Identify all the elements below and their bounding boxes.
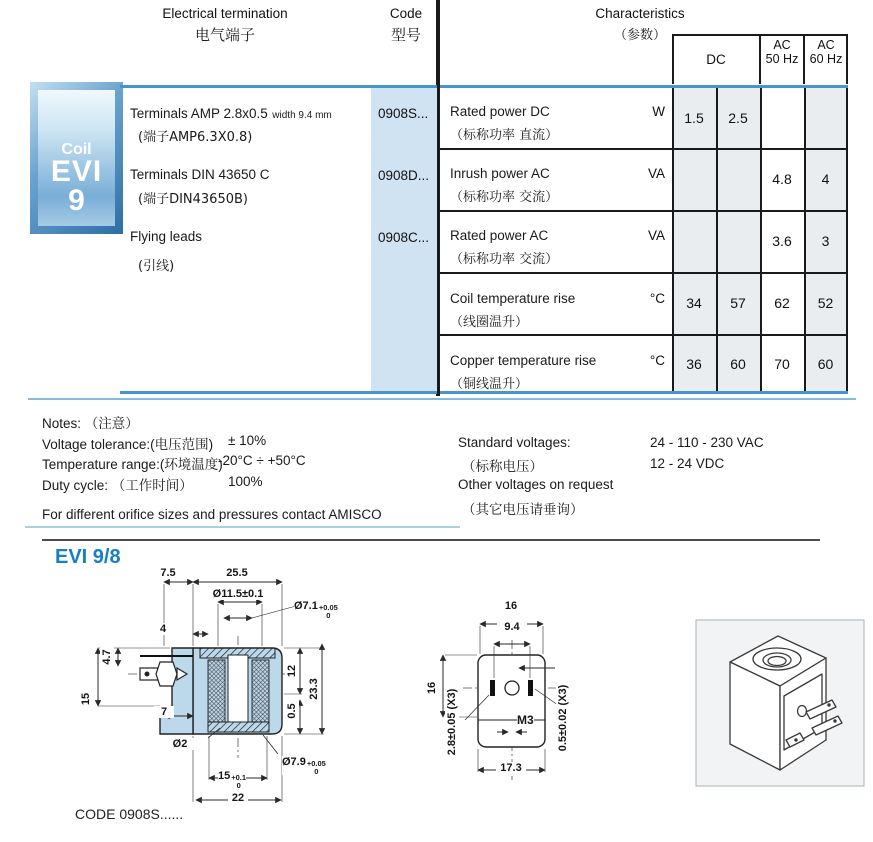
badge-model-label: EVI — [50, 155, 103, 188]
characteristic-label: Rated power AC — [450, 228, 549, 243]
characteristic-label-zh: （标称功率 交流） — [450, 252, 559, 267]
cell-value: 4 — [821, 171, 830, 187]
coil-badge — [30, 82, 123, 234]
characteristic-unit: °C — [649, 291, 665, 306]
characteristic-label: Rated power DC — [450, 104, 550, 119]
column-header-ac50: AC 50 Hz — [765, 38, 799, 66]
characteristic-unit: VA — [647, 228, 665, 243]
termination-label: Terminals DIN 43650 C — [130, 167, 270, 182]
characteristic-label: Copper temperature rise — [450, 353, 597, 368]
cell-value: 3.6 — [772, 233, 792, 249]
cell-value: 60 — [817, 356, 834, 372]
cell-value: 57 — [730, 295, 746, 311]
dim-label: 2.8±0.05 (X3) — [445, 674, 459, 770]
dim-label: 17.3 — [496, 762, 526, 774]
cell-value: 36 — [686, 356, 702, 372]
termination-label-zh: (端子AMP6.3X0.8) — [138, 130, 253, 145]
dim-label: 12 — [285, 659, 299, 683]
header-termination-zh: 电气端子 — [194, 26, 255, 44]
termination-label-zh: (端子DIN43650B) — [138, 192, 248, 207]
termination-row — [130, 105, 332, 123]
voltage-tolerance-label: Voltage tolerance:(电压范围) — [42, 437, 214, 452]
divider — [42, 539, 820, 541]
dim-label: 9.4 — [497, 621, 527, 633]
standard-voltages-label: Standard voltages: — [458, 435, 571, 450]
termination-label: Terminals AMP 2.8x0.5 — [130, 106, 268, 121]
termination-label-zh: (引线) — [138, 259, 175, 274]
header-divider — [759, 34, 761, 84]
cell-value: 1.5 — [684, 110, 704, 126]
termination-note: width 9.4 mm — [272, 110, 332, 121]
temperature-range-label: Temperature range:(环境温度) — [42, 457, 223, 472]
characteristic-label: Coil temperature rise — [450, 291, 576, 306]
termination-label: Flying leads — [130, 229, 203, 244]
cell-value: 34 — [686, 295, 702, 311]
coil-isometric-drawing — [690, 612, 873, 794]
characteristic-unit: W — [652, 104, 665, 119]
cell-value: 4.8 — [772, 171, 792, 187]
characteristics-table — [440, 85, 848, 394]
other-voltages-label: Other voltages on request — [458, 477, 614, 492]
dim-label: 15 +0.1 0 — [218, 770, 247, 790]
dim-label: 7.5 — [148, 567, 188, 579]
standard-voltages-label-zh: （标称电压） — [462, 459, 543, 475]
dim-label: 23.3 — [307, 671, 321, 707]
dim-label: Ø7.1 +0.05 0 — [294, 600, 338, 620]
header-code-zh: 型号 — [390, 26, 421, 44]
notes-title: Notes: （注意） — [42, 416, 139, 431]
temperature-range-value: -20°C ÷ +50°C — [218, 453, 306, 468]
dim-label: Ø2 — [165, 738, 195, 750]
badge-coil-label: Coil — [61, 141, 92, 158]
header-code-en: Code — [389, 6, 423, 21]
dim-label: 16 — [425, 676, 439, 700]
dim-label: 25.5 — [217, 567, 257, 579]
header-divider — [672, 34, 674, 84]
header-characteristics-en: Characteristics — [595, 6, 685, 21]
dim-label: 15 — [79, 687, 93, 711]
dim-label: 7 — [154, 706, 174, 718]
termination-table — [120, 85, 437, 394]
characteristic-label-zh: （标称功率 交流） — [450, 190, 559, 205]
standard-voltages-vdc: 12 - 24 VDC — [650, 456, 725, 471]
cell-value: 52 — [817, 295, 834, 311]
code-value: 0908S... — [378, 106, 429, 121]
dim-label: 0.5±0.02 (X3) — [556, 670, 570, 766]
cell-value: 62 — [774, 295, 790, 311]
characteristic-label: Inrush power AC — [450, 166, 550, 181]
characteristic-label-zh: （线圈温升） — [450, 315, 529, 330]
code-value: 0908C... — [378, 230, 430, 245]
header-termination-en: Electrical termination — [162, 6, 288, 21]
header-characteristics-zh: （参数） — [613, 28, 666, 43]
standard-voltages-vac: 24 - 110 - 230 VAC — [650, 435, 764, 450]
header-divider — [803, 34, 805, 84]
badge-size-label: 9 — [68, 184, 85, 217]
dim-label: 4 — [153, 623, 173, 635]
characteristic-label-zh: （标称功率 直流） — [450, 128, 559, 143]
other-voltages-label-zh: （其它电压请垂询） — [462, 502, 584, 518]
cell-value: 60 — [730, 356, 746, 372]
duty-cycle-value: 100% — [228, 474, 263, 489]
drawing-code-caption: CODE 0908S...... — [75, 806, 184, 822]
code-value: 0908D... — [378, 168, 430, 183]
section-title: EVI 9/8 — [55, 546, 121, 568]
coil-badge-inner — [38, 90, 115, 226]
duty-cycle-label: Duty cycle: （工作时间） — [42, 478, 193, 493]
cell-value: 3 — [821, 233, 830, 249]
dim-label: M3 — [517, 713, 534, 727]
dim-label: 16 — [496, 600, 526, 612]
cell-value: 2.5 — [728, 110, 748, 126]
header-divider — [846, 34, 848, 84]
divider — [28, 398, 856, 400]
column-header-ac60: AC 60 Hz — [809, 38, 843, 66]
contact-note: For different orifice sizes and pressures contact AMISCO — [42, 507, 382, 522]
characteristic-unit: °C — [649, 353, 665, 368]
voltage-tolerance-value: ± 10% — [228, 433, 267, 448]
divider — [25, 526, 460, 528]
dim-label: 0.5 — [285, 699, 299, 723]
column-header-dc: DC — [706, 52, 726, 67]
characteristic-unit: VA — [647, 166, 665, 181]
dim-label: Ø11.5±0.1 — [198, 588, 278, 600]
cell-value: 70 — [774, 356, 790, 372]
dim-label: Ø7.9 +0.05 0 — [282, 756, 326, 776]
dim-label: 22 — [228, 792, 248, 804]
characteristic-label-zh: （铜线温升） — [450, 377, 529, 392]
dim-label: 4.7 — [100, 644, 114, 670]
